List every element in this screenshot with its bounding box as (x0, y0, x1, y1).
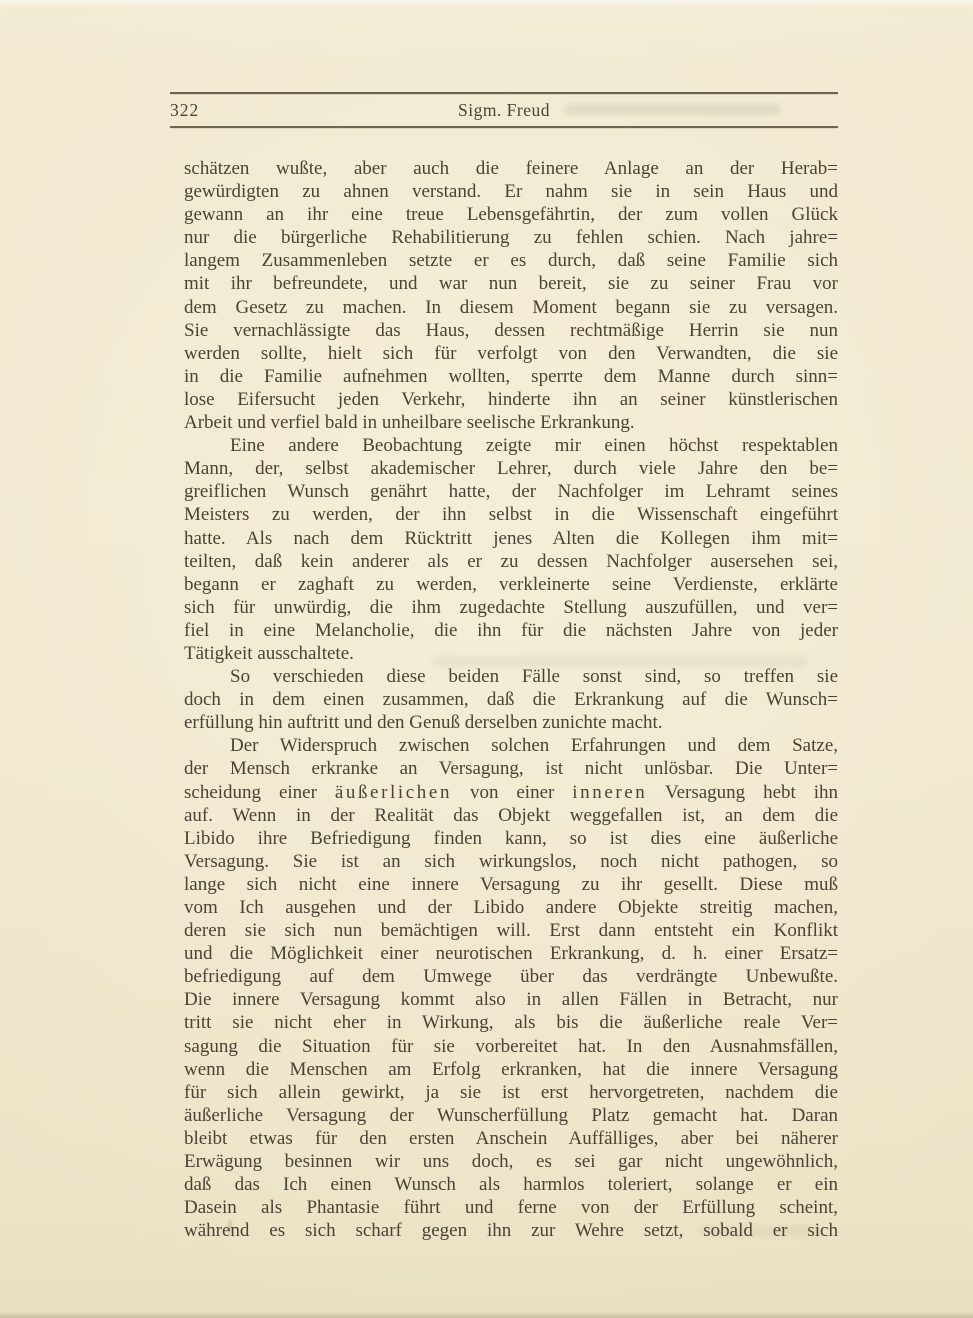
text-line: doch in dem einen zusammen, daß die Erkrankung auf die Wunsch= (184, 689, 838, 711)
text-line: Tätigkeit ausschaltete. (184, 642, 354, 664)
text-line: lose Eifersucht jeden Verkehr, hinderte ihn an seiner künstlerischen (184, 388, 838, 410)
text-line: schätzen wußte, aber auch die feinere Anlage an der Herab= (184, 158, 838, 179)
text-line: während es sich scharf gegen ihn zur Wehre setzt, sobald er sich (184, 1220, 838, 1242)
text-line: gewann an ihr eine treue Lebensgefährtin, der zum vollen Glück (184, 204, 838, 226)
text-line: gewürdigten zu ahnen verstand. Er nahm sie in sein Haus und (184, 181, 838, 203)
page-header (170, 92, 838, 128)
scan-bottom-edge (0, 1312, 973, 1318)
header-row (170, 94, 838, 126)
header-rule-bottom (170, 126, 838, 128)
text-line: Dasein als Phantasie führt und ferne von der Erfüllung scheint, (184, 1197, 838, 1219)
text-line: sagung die Situation für sie vorbereitet hat. In den Ausnahmsfällen, (184, 1035, 838, 1057)
text-line: in die Familie aufnehmen wollten, sperrte dem Manne durch sinn= (184, 365, 838, 387)
text-line: langem Zusammenleben setzte er es durch, daß seine Familie sich (184, 250, 838, 272)
text-line: dem Gesetz zu machen. In diesem Moment begann sie zu versagen. (184, 296, 838, 318)
text-line: lange sich nicht eine innere Versagung zu ihr gesellt. Diese muß (184, 873, 838, 895)
page-body (184, 157, 838, 1242)
text-line: greiflichen Wunsch genährt hatte, der Nachfolger im Lehramt seines (184, 481, 838, 503)
emphasized-word: inneren (572, 781, 648, 803)
text-line: begann er zaghaft zu werden, verkleinerte seine Verdienste, erklärte (184, 573, 838, 595)
scan-top-edge (0, 0, 973, 6)
text-line: bleibt etwas für den ersten Anschein Auffälliges, aber bei näherer (184, 1127, 838, 1149)
text-line: Erwägung besinnen wir uns doch, es sei gar nicht ungewöhnlich, (184, 1151, 838, 1173)
text-line: sich für unwürdig, die ihm zugedachte Stellung auszufüllen, und ver= (184, 596, 838, 618)
text-line: der Mensch erkranke an Versagung, ist nicht unlösbar. Die Unter= (184, 758, 838, 780)
text-line: für sich allein gewirkt, ja sie ist erst hervorgetreten, nachdem die (184, 1081, 838, 1103)
text-line: nur die bürgerliche Rehabilitierung zu fehlen schien. Nach jahre= (184, 227, 838, 249)
text-line: Der Widerspruch zwischen solchen Erfahrungen und dem Satze, (230, 735, 838, 757)
text-line: erfüllung hin auftritt und den Genuß derselben zunichte macht. (184, 712, 663, 734)
text-line: werden sollte, hielt sich für verfolgt von den Verwandten, die sie (184, 342, 838, 364)
text-line: Libido ihre Befriedigung finden kann, so ist dies eine äußerliche (184, 827, 838, 849)
text-line: Die innere Versagung kommt also in allen Fällen in Betracht, nur (184, 989, 838, 1011)
text-line: auf. Wenn in der Realität das Objekt weggefallen ist, an dem die (184, 804, 838, 826)
text-line: daß das Ich einen Wunsch als harmlos toleriert, solange er ein (184, 1174, 838, 1196)
text-line: vom Ich ausgehen und der Libido andere Objekte streitig machen, (184, 897, 838, 918)
text-line: Versagung. Sie ist an sich wirkungslos, noch nicht pathogen, so (184, 850, 838, 872)
text-line: teilten, daß kein anderer als er zu dessen Nachfolger ausersehen sei, (184, 550, 838, 572)
text-line: Sie vernachlässigte das Haus, dessen rechtmäßige Herrin sie nun (184, 319, 838, 341)
text-line: befriedigung auf dem Umwege über das verdrängte Unbewußte. (184, 966, 838, 988)
text-line: wenn die Menschen am Erfolg erkranken, hat die innere Versagung (184, 1058, 838, 1080)
text-line: und die Möglichkeit einer neurotischen Erkrankung, d. h. einer Ersatz= (184, 943, 838, 965)
text-line: hatte. Als nach dem Rücktritt jenes Alten die Kollegen ihm mit= (184, 527, 838, 549)
running-head: Sigm. Freud (457, 100, 551, 120)
text-line: deren sie sich nun bemächtigen will. Erst dann entsteht ein Konflikt (184, 920, 838, 942)
emphasized-word: äußerlichen (334, 781, 453, 803)
text-line: äußerliche Versagung der Wunscherfüllung Platz gemacht hat. Daran (184, 1104, 838, 1126)
text-line: So verschieden diese beiden Fälle sonst sind, so treffen sie (230, 666, 838, 688)
text-line: scheidung einer äußerlichen von einer inneren Versagung hebt ihn (184, 781, 838, 803)
text-line: Mann, der, selbst akademischer Lehrer, durch viele Jahre den be= (184, 458, 838, 480)
text-line: mit ihr befreundete, und war nun bereit, sie zu seiner Frau vor (184, 273, 838, 295)
page-number: 322 (170, 100, 200, 120)
text-line: fiel in eine Melancholie, die ihn für die nächsten Jahre von jeder (184, 619, 838, 641)
text-line: tritt sie nicht eher in Wirkung, als bis die äußerliche reale Ver= (184, 1012, 838, 1034)
text-line: Arbeit und verfiel bald in unheilbare seelische Erkrankung. (184, 412, 635, 434)
text-line: Meisters zu werden, der ihn selbst in die Wissenschaft eingeführt (184, 504, 838, 526)
text-line: Eine andere Beobachtung zeigte mir einen höchst respektablen (230, 435, 838, 457)
